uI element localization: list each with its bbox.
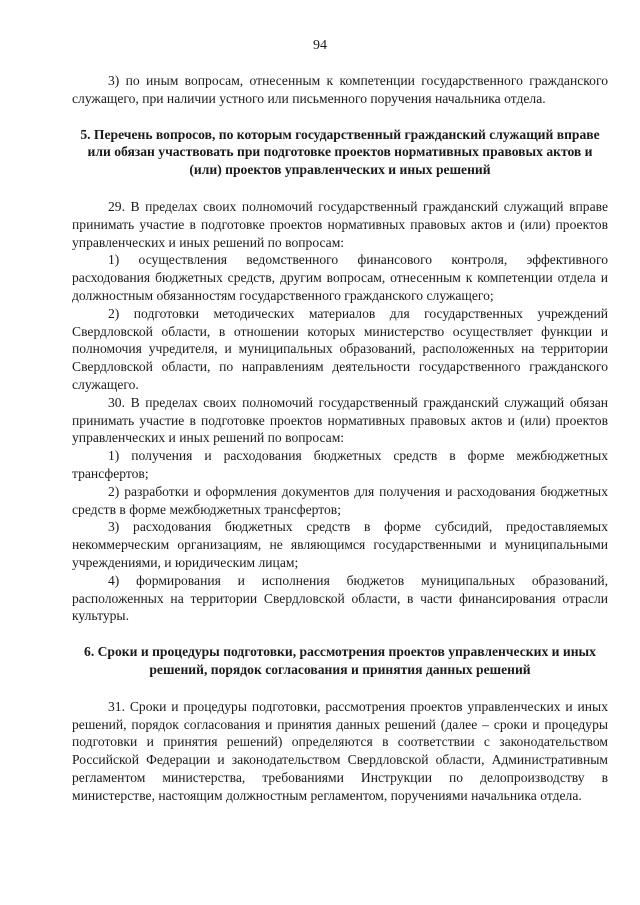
paragraph-30-item-4: 4) формирования и исполнения бюджетов муниципальных образований, расположенных на территории Свердловской области, в части финансирования отрасли культуры. <box>72 572 608 624</box>
paragraph-29-item-2: 2) подготовки методических материалов для государственных учреждений Свердловской области, в отношении которых министерство осуществляет функции и полномочия учредителя, и муниципальных образований, расположенных на территории Свердловской области, по направлениям деятельности государственного гражданского служащего. <box>72 305 608 392</box>
paragraph-29-item-1: 1) осуществления ведомственного финансового контроля, эффективного расходования бюджетных средств, другим вопросам, отнесенным к компетенции отдела и должностным обязанностям государственного гражданского служащего; <box>72 252 608 303</box>
section-6-body <box>72 698 608 805</box>
paragraph-30-item-2: 2) разработки и оформления документов для получения и расходования бюджетных средств в форме межбюджетных трансфертов; <box>72 483 608 517</box>
paragraph-30: 30. В пределах своих полномочий государственный гражданский служащий обязан принимать участие в подготовке проектов нормативных правовых актов и (или) проектов управленческих и иных решений по вопросам: <box>72 394 608 446</box>
section-6-heading: 6. Сроки и процедуры подготовки, рассмотрения проектов управленческих и иных решений, порядок согласования и принятия данных решений <box>84 644 596 677</box>
paragraph-29: 29. В пределах своих полномочий государственный гражданский служащий вправе принимать участие в подготовке проектов нормативных правовых актов и (или) проектов управленческих и иных решений по вопросам: <box>72 198 608 250</box>
section-5-heading: 5. Перечень вопросов, по которым государственный гражданский служащий вправе или обязан участвовать при подготовке проектов нормативных правовых актов и (или) проектов управленческих и иных решений <box>80 126 600 178</box>
document-body <box>72 72 608 804</box>
paragraph-30-item-1: 1) получения и расходования бюджетных средств в форме межбюджетных трансфертов; <box>72 448 608 481</box>
paragraph-30-item-3: 3) расходования бюджетных средств в форме субсидий, предоставляемых некоммерческим организациям, не являющимся государственными и муниципальными учреждениями, и юридическим лицам; <box>72 519 608 570</box>
page-number: 94 <box>313 38 327 53</box>
paragraph-31: 31. Сроки и процедуры подготовки, рассмотрения проектов управленческих и иных решений, порядок согласования и принятия данных решений (далее – сроки и процедуры подготовки и принятия решений) определяются в соответствии с законодательством Российской Федерации и законодательством Свердловской области, Административным регламентом министерства, требованиями Инструкции по делопроизводству в министерстве, настоящим должностным регламентом, поручениями начальника отдела. <box>72 698 608 803</box>
section-5-body <box>72 198 608 625</box>
paragraph-item-3: 3) по иным вопросам, отнесенным к компетенции государственного гражданского служащего, при наличии устного или письменного поручения начальника отдела. <box>72 73 608 106</box>
